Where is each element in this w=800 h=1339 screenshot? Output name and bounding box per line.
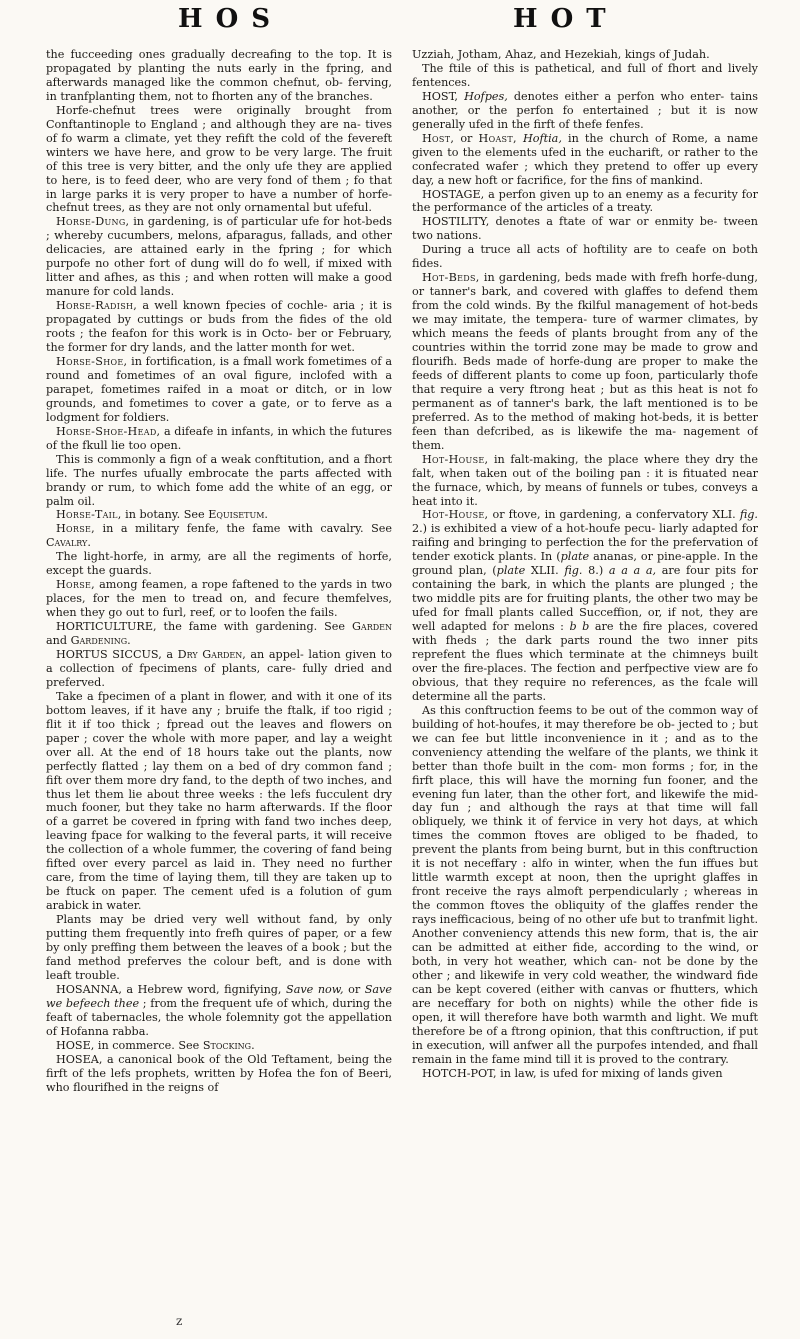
body-text: in fortification, is a fmall work fometimes of a round and fometimes of an oval figure, inclofed with a parapet, fometimes raifed in a moat or ditch, or in low grounds, and fometimes to cover a gate, or to ferve as a lodgment for foldiers.: [46, 354, 392, 424]
entry-paragraph: [46, 1053, 392, 1095]
body-text: The light-horfe, in army, are all the regiments of horfe, except the guards.: [46, 550, 392, 578]
left-column: [46, 48, 392, 1323]
italic-text: Hoftia,: [522, 131, 562, 145]
headword: Hot-House,: [422, 452, 489, 466]
entry-paragraph: [412, 704, 758, 1067]
headword: Horse,: [56, 578, 96, 592]
entry-paragraph: [412, 90, 758, 132]
right-column: [412, 48, 758, 1323]
body-text: XLII.: [525, 564, 565, 578]
body-text: in the church of Rome, a name given to the elements ufed in the eucharift, or rather to the confecrated wafer ; which they pretend to offer up every day, a new hoft or facrifice, for the fins of mankind.: [412, 131, 758, 187]
entry-paragraph: [46, 1039, 392, 1053]
entry-paragraph: [46, 453, 392, 509]
body-text: During a truce all acts of hoftility are to ceafe on both fides.: [412, 243, 758, 271]
headword: Horse,: [56, 522, 96, 536]
body-text: Take a fpecimen of a plant in flower, and with it one of its bottom leaves, if it have any ; bruife the ftalk, if too rigid ; flit it if too thick ; fpread out the leaves and flowers on paper ; cover the whole with more paper, and lay a weight over all. At the end of 18 hours take out the plants, now perfectly flatted ; lay them on a bed of dry common fand ; fift over them more dry fand, to the depth of two inches, and thus let them lie about three weeks : the lefs fucculent dry much fooner, but they take no harm afterwards. If the floor of a garret be covered in fpring with fand two inches deep, leaving fpace for walking to the feveral parts, it will receive the collection of a whole fummer, the covering of fand being fifted over every parcel as laid in. They need no further care, from the time of laying them, till they are taken up to be ftuck on paper. The cement ufed is a folution of gum arabick in water.: [46, 689, 392, 913]
headword: Horse-Radish,: [56, 299, 138, 313]
body-text: The ftile of this is pathetical, and full of fhort and lively fentences.: [412, 61, 758, 89]
italic-text: plate: [496, 564, 526, 578]
body-text: 8.): [582, 564, 609, 578]
italic-text: fig.: [739, 508, 758, 522]
body-text: a well known fpecies of cochle- aria ; it is propagated by cuttings or buds from the fides of the old roots ; the feafon for this work is in Octo- ber or February, the former for dry lands, and the latter month for wet.: [46, 299, 392, 355]
body-text: As this conftruction feems to be out of the common way of building of hot-houfes, it may therefore be ob- jected to ; but we can fee but little inconvenience in it ; and as to the conveniency attending the welfare of the plants, we think it better than thofe built in the com- mon forms ; for, in the firft place, this will have the morning fun fooner, and the evening fun later, than the other fort, and likewife the mid-day fun ; and although the rays at that time will fall obliquely, we think it of fervice in very hot days, at which times the common ftoves are obliged to be fhaded, to prevent the plants from being burnt, but in this conftruction it is not neceffary : alfo in winter, when the fun iffues but little warmth except at noon, then the upright glaffes in front receive the rays almoft perpendicularly ; whereas in the common ftoves the obliquity of the glaffes render the rays inefficacious, being of no other ufe but to tranfmit light. Another conveniency attends this new form, that is, the air can be admitted at either fide, according to the wind, or both, in very hot weather, which can- not be done by the other ; and likewife in very cold weather, the windward fide can be kept covered (either with canvas or fhutters, which are neceffary for both on nights) while the other fide is open, it will therefore have both warmth and light. We muft therefore be of a ftrong opinion, that this conftruction, if put in execution, will anfwer all the purpofes intended, and fhall remain in the fame mind till it is proved to the contrary.: [412, 703, 758, 1066]
italic-text: fig.: [564, 564, 583, 578]
running-header: [0, 4, 800, 52]
entry-paragraph: [46, 215, 392, 299]
entry-paragraph: [46, 690, 392, 913]
body-text: ; from the frequent ufe of which, during the feaft of tabernacles, the whole folemnity got the appellation of Hofanna rabba.: [46, 996, 392, 1038]
header-left-guideword: HOS: [178, 4, 283, 34]
body-text: HOSEA, a canonical book of the Old Teftament, being the firft of the lefs prophets, written by Hofea the fon of Beeri, who flourifhed in the reigns of: [46, 1052, 392, 1094]
entry-paragraph: [46, 578, 392, 620]
body-text: HORTICULTURE, the fame with gardening. See: [56, 620, 352, 634]
italic-text: Hofpes,: [464, 89, 508, 103]
entry-paragraph: [46, 355, 392, 425]
header-right-guideword: HOT: [513, 4, 619, 34]
body-text: and: [46, 634, 71, 648]
body-text: HOSE, in commerce. See: [56, 1038, 203, 1052]
entry-paragraph: [412, 453, 758, 509]
body-text: Plants may be dried very well without fand, by only putting them frequently into frefh quires of paper, or a few by only preffing them between the leaves of a book ; but the fand method preferves the colour beft, and is done with leaft trouble.: [46, 913, 392, 982]
body-text: HORTUS SICCUS, a: [56, 647, 178, 661]
body-text: This is commonly a fign of a weak conftitution, and a fhort life. The nurfes ufually embrocate the parts affected with brandy or rum, to which fome add the white of an egg, or palm oil.: [46, 452, 392, 508]
body-text: Uzziah, Jotham, Ahaz, and Hezekiah, kings of Judah.: [412, 48, 710, 61]
headword: Horse-Tail,: [56, 508, 122, 522]
entry-paragraph: [412, 132, 758, 188]
entry-paragraph: [46, 48, 392, 104]
italic-text: plate: [560, 550, 590, 564]
entry-paragraph: [46, 913, 392, 983]
body-text: or: [454, 131, 479, 145]
body-text: in a military fenfe, the fame with cavalry. See: [95, 522, 392, 536]
body-text: HOTCH-POT, in law, is ufed for mixing of lands given: [422, 1066, 723, 1080]
entry-paragraph: [412, 62, 758, 90]
cross-reference: Stocking.: [202, 1038, 255, 1052]
italic-text: a a a a,: [608, 564, 657, 578]
body-text: a difeafe in infants, in which the futures of the fkull lie too open.: [46, 424, 392, 452]
cross-reference: Dry Garden,: [177, 647, 246, 661]
headword: Horse-Shoe,: [56, 354, 128, 368]
cross-reference: Cavalry.: [46, 536, 91, 550]
body-text: denotes either a perfon who enter- tains another, or the perfon fo entertained ; but it is now generally ufed in the firft of thefe fenfes.: [412, 89, 758, 131]
entry-paragraph: [46, 648, 392, 690]
entry-paragraph: [46, 104, 392, 216]
cross-reference: Equisetum.: [208, 508, 268, 522]
entry-paragraph: [46, 983, 392, 1039]
headword: Hot-Beds,: [422, 271, 480, 285]
entry-paragraph: [46, 299, 392, 355]
body-text: or ftove, in gardening, a confervatory XLI.: [488, 508, 740, 522]
cross-reference: Garden: [352, 620, 392, 634]
entry-paragraph: [412, 215, 758, 243]
entry-paragraph: [412, 243, 758, 271]
body-text: 2.) is exhibited a view of a hot-houfe pecu- liarly adapted for raifing and bringing to perfection the for the prefervation of tender exotick plants. In (: [412, 522, 758, 564]
entry-paragraph: [412, 1067, 758, 1081]
body-text: HOSTILITY, denotes a ftate of war or enmity be- tween two nations.: [412, 215, 758, 243]
entry-paragraph: [412, 271, 758, 452]
body-text: an appel- lation given to a collection of fpecimens of plants, care- fully dried and preferved.: [46, 647, 392, 689]
body-text: in gardening, is of particular ufe for hot-beds ; whereby cucumbers, melons, afparagus, fallads, and other delicacies, are attained early in the fpring ; for which purpofe no other fort of dung will do fo well, if mixed with litter and afhes, as this ; and when rotten will make a good manure for cold lands.: [46, 215, 392, 299]
text-columns: [46, 48, 758, 1323]
entry-paragraph: [412, 188, 758, 216]
entry-paragraph: [46, 508, 392, 522]
body-text: ananas, or pine-apple. In the ground plan, (: [412, 550, 758, 578]
body-text: the fucceeding ones gradually decreafing to the top. It is propagated by planting the nuts early in the fpring, and afterwards managed like the common chefnut, ob- ferving, in tranfplanting them, not to fhorten any of the branches.: [46, 48, 392, 103]
headword: Host,: [422, 131, 455, 145]
body-text: among feamen, a rope faftened to the yards in two places, for the men to tread on, and fecure themfelves, when they go out to furl, reef, or to loofen the fails.: [46, 578, 392, 620]
entry-paragraph: [412, 508, 758, 703]
body-text: HOSTAGE, a perfon given up to an enemy as a fecurity for the performance of the articles of a treaty.: [412, 187, 758, 215]
entry-paragraph: [46, 620, 392, 648]
body-text: are four pits for containing the bark, in which the plants are plunged ; the two middle pits are for fruiting plants, the other two may be ufed for fmall plants called Succeffion, or, if not, they are well adapted for melons :: [412, 564, 758, 634]
cross-reference: Gardening.: [70, 634, 131, 648]
headword: Horse-Dung,: [56, 215, 130, 229]
headword: Horse-Shoe-Head,: [56, 424, 161, 438]
headword: Hot-House,: [422, 508, 489, 522]
entry-paragraph: [46, 425, 392, 453]
entry-paragraph: [46, 522, 392, 550]
body-text: or: [343, 982, 365, 996]
italic-text: Save we befeech thee: [46, 982, 392, 1010]
body-text: HOST,: [422, 89, 465, 103]
body-text: HOSANNA, a Hebrew word, fignifying,: [56, 982, 287, 996]
body-text: are the fire places, covered with fheds ; the dark parts round the two inner pits reprefent the flues which terminate at the chimneys built over the fire-places. The fection and perfpective view are fo obvious, that they require no references, as the fcale will determine all the parts.: [412, 620, 758, 703]
body-text: Horfe-chefnut trees were originally brought from Conftantinople to England ; and although they are na- tives of fo warm a climate, yet they refift the cold of the fevereft winters we have here, and grow to be very large. The fruit of this tree is very bitter, and the only ufe they are applied to here, is to feed deer, who are very fond of them ; fo that in large parks it is very proper to have a number of horfe-chefnut trees, as they are not only ornamental but ufeful.: [46, 103, 392, 215]
body-text: in gardening, beds made with frefh horfe-dung, or tanner's bark, and covered with glaffes to defend them from the cold winds. By the fkilful management of hot-beds we may imitate, the tempera- ture of warmer climates, by which means the feeds of plants brought from any of the countries within the torrid zone may be made to grow and flourifh. Beds made of horfe-dung are proper to make the feeds of different plants to come up foon, particularly thofe that require a very ftrong heat ; but as this heat is not fo permanent as of tanner's bark, the laft mentioned is to be preferred. As to the method of making hot-beds, it is better feen than defcribed, as is likewife the ma- nagement of them.: [412, 271, 758, 452]
body-text: in botany. See: [121, 508, 209, 522]
italic-text: Save now,: [286, 982, 344, 996]
signature-mark: z: [176, 1314, 183, 1328]
italic-text: b b: [569, 620, 590, 634]
headword: Hoast,: [478, 131, 517, 145]
entry-paragraph: [46, 550, 392, 578]
body-text: in falt-making, the place where they dry the falt, when taken out of the boiling pan : it is fituated near the furnace, which, by means of funnels or tubes, conveys a heat into it.: [412, 452, 758, 508]
entry-paragraph: [412, 48, 758, 62]
